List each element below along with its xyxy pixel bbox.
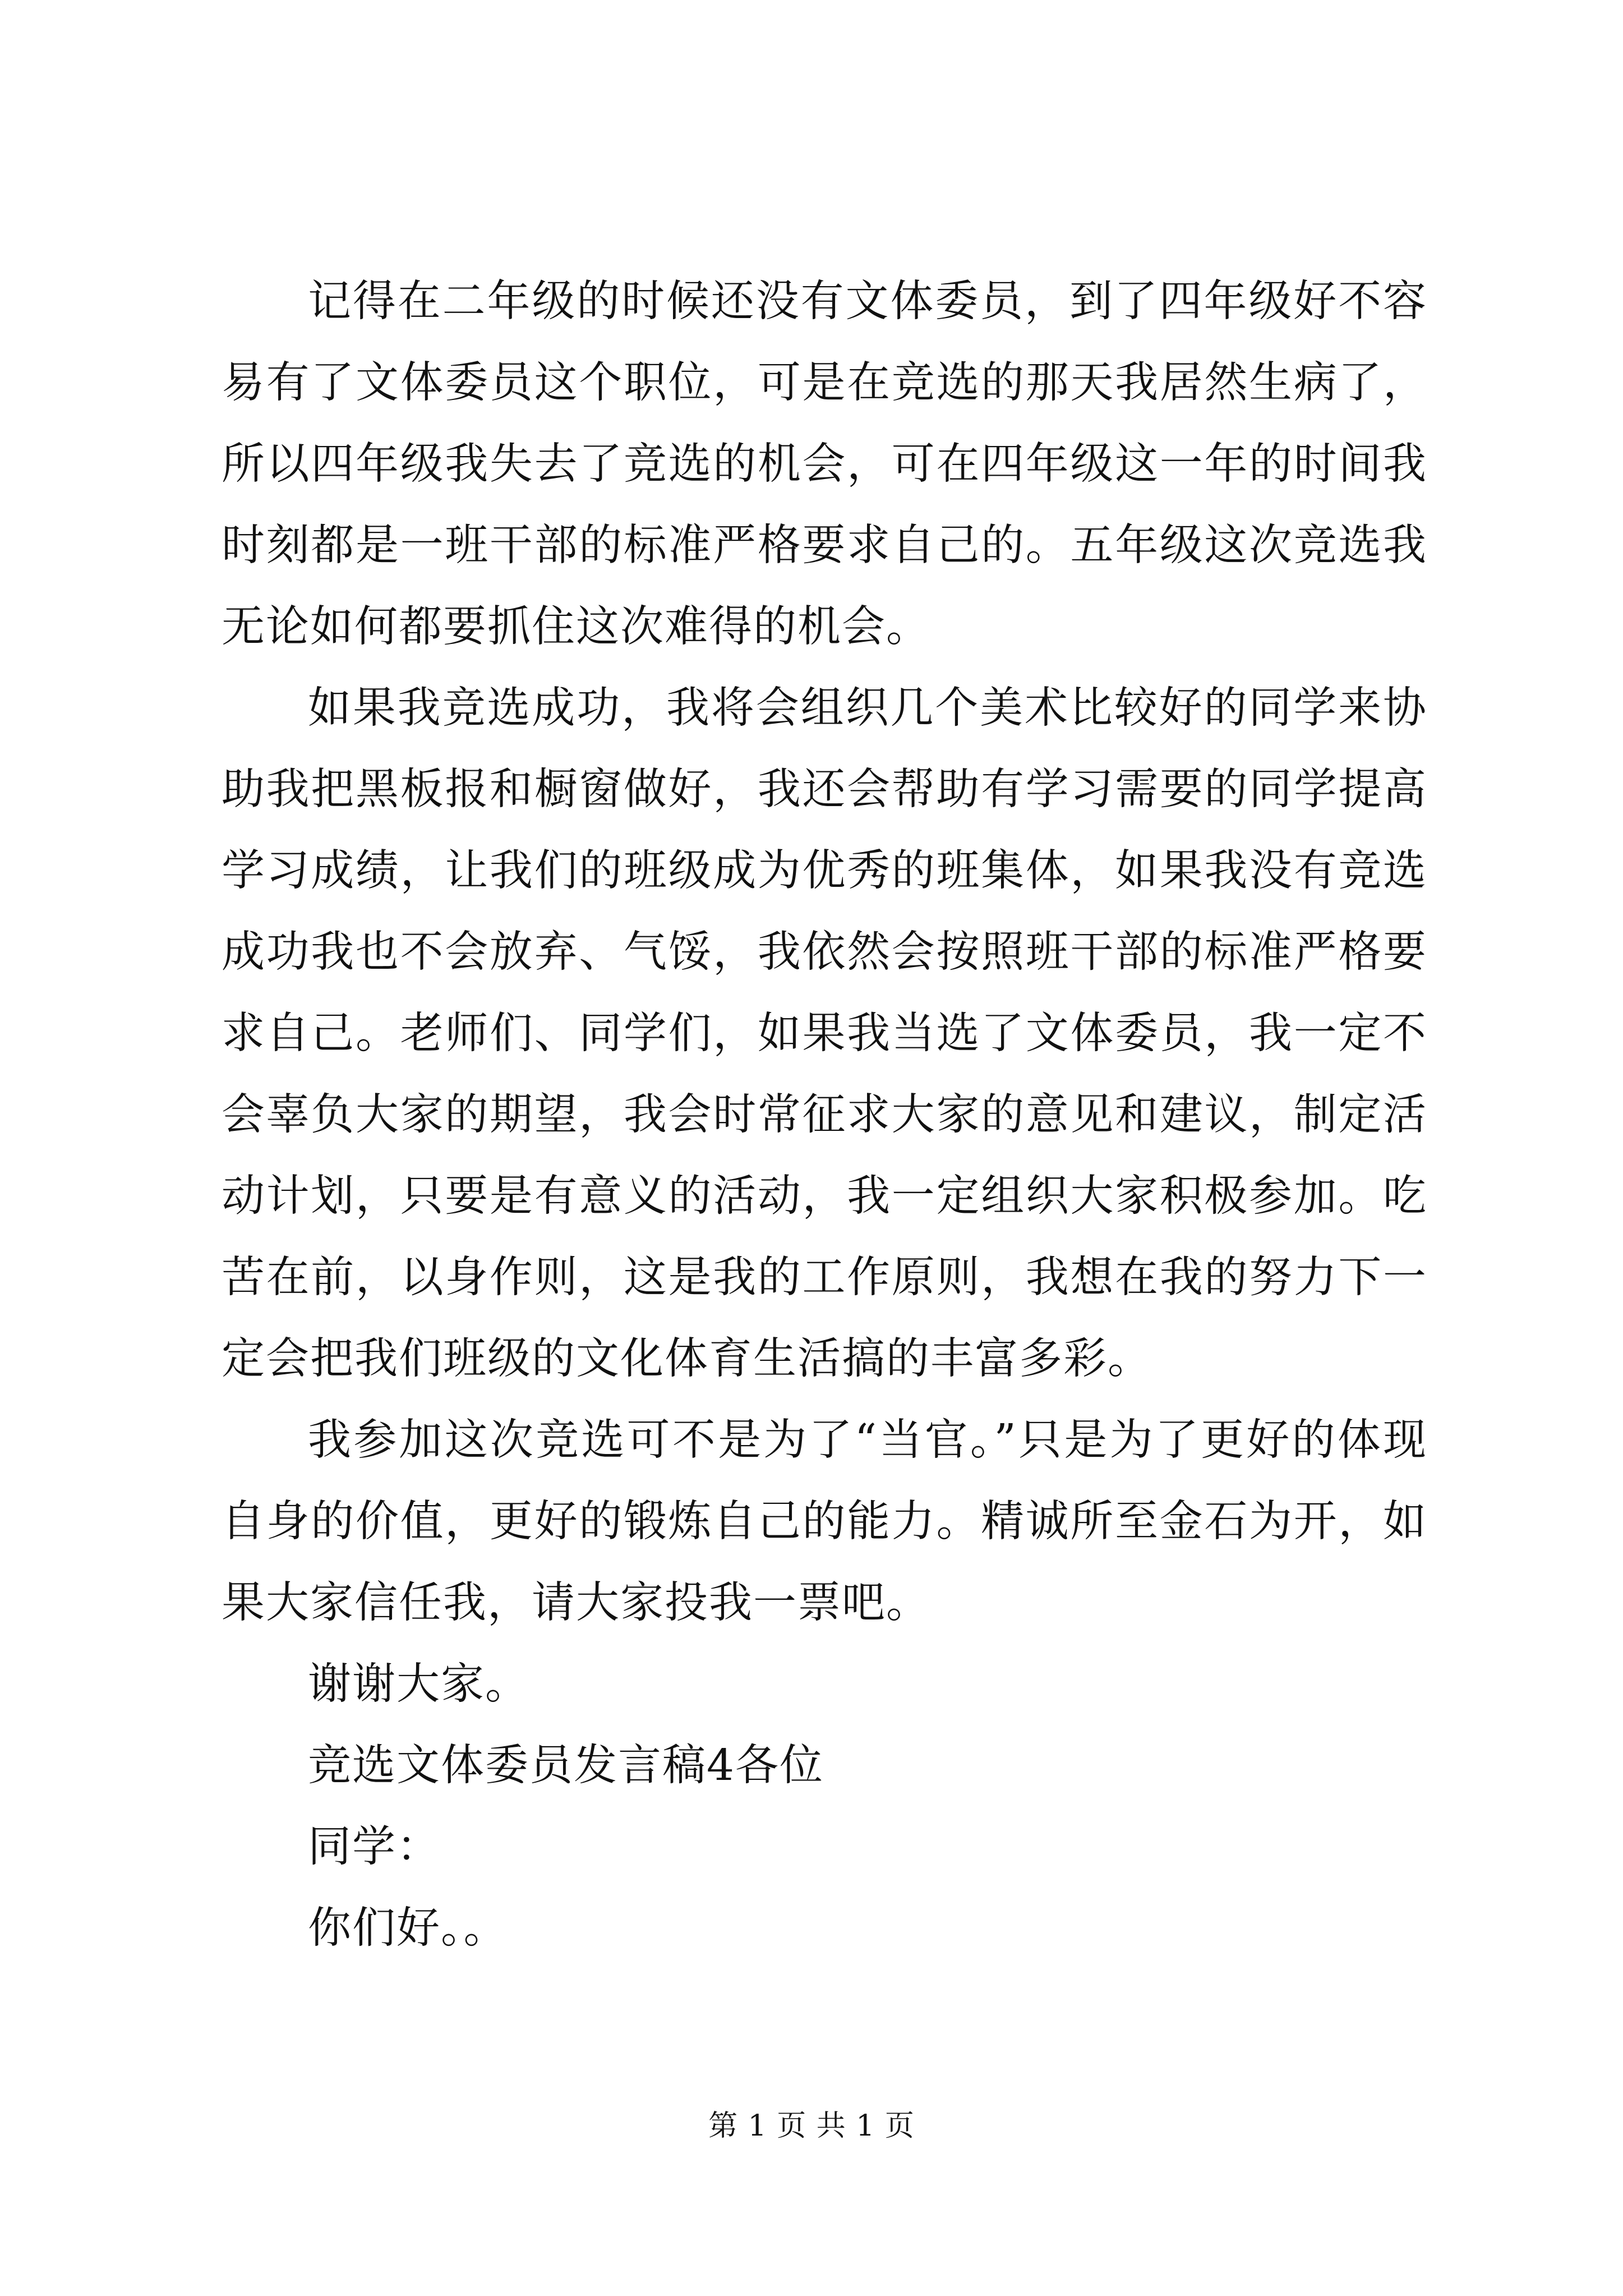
paragraph-2: 如果我竞选成功，我将会组织几个美术比较好的同学来协助我把黑板报和橱窗做好，我还会帮助有学习需要的同学提高学习成绩，让我们的班级成为优秀的班集体，如果我没有竞选成功我也不会放弃、气馁，我依然会按照班干部的标准严格要求自己。老师们、同学们，如果我当选了文体委员，我一定不会辜负大家的期望，我会时常征求大家的意见和建议，制定活动计划，只要是有意义的活动，我一定组织大家积极参加。吃苦在前，以身作则，这是我的工作原则，我想在我的努力下一定会把我们班级的文化体育生活搞的丰富多彩。 xyxy=(222,683,1427,1384)
paragraph-speech-title: 竞选文体委员发言稿4各位 xyxy=(308,1741,824,1791)
paragraph-greeting: 你们好。。 xyxy=(308,1903,508,1953)
paragraph-1: 记得在二年级的时候还没有文体委员，到了四年级好不容易有了文体委员这个职位，可是在竞选的那天我居然生病了，所以四年级我失去了竞选的机会，可在四年级这一年的时间我时刻都是一班干部的标准严格要求自己的。五年级这次竞选我无论如何都要抓住这次难得的机会。 xyxy=(222,277,1427,652)
document-body xyxy=(222,261,1427,1969)
paragraph-salutation: 同学： xyxy=(308,1822,441,1872)
page-footer: 第 1 页 共 1 页 xyxy=(708,2109,915,2143)
paragraph-3: 我参加这次竞选可不是为了“当官。”只是为了更好的体现自身的价值，更好的锻炼自己的能力。精诚所至金石为开，如果大家信任我，请大家投我一票吧。 xyxy=(222,1415,1427,1628)
paragraph-thanks: 谢谢大家。 xyxy=(308,1659,529,1709)
